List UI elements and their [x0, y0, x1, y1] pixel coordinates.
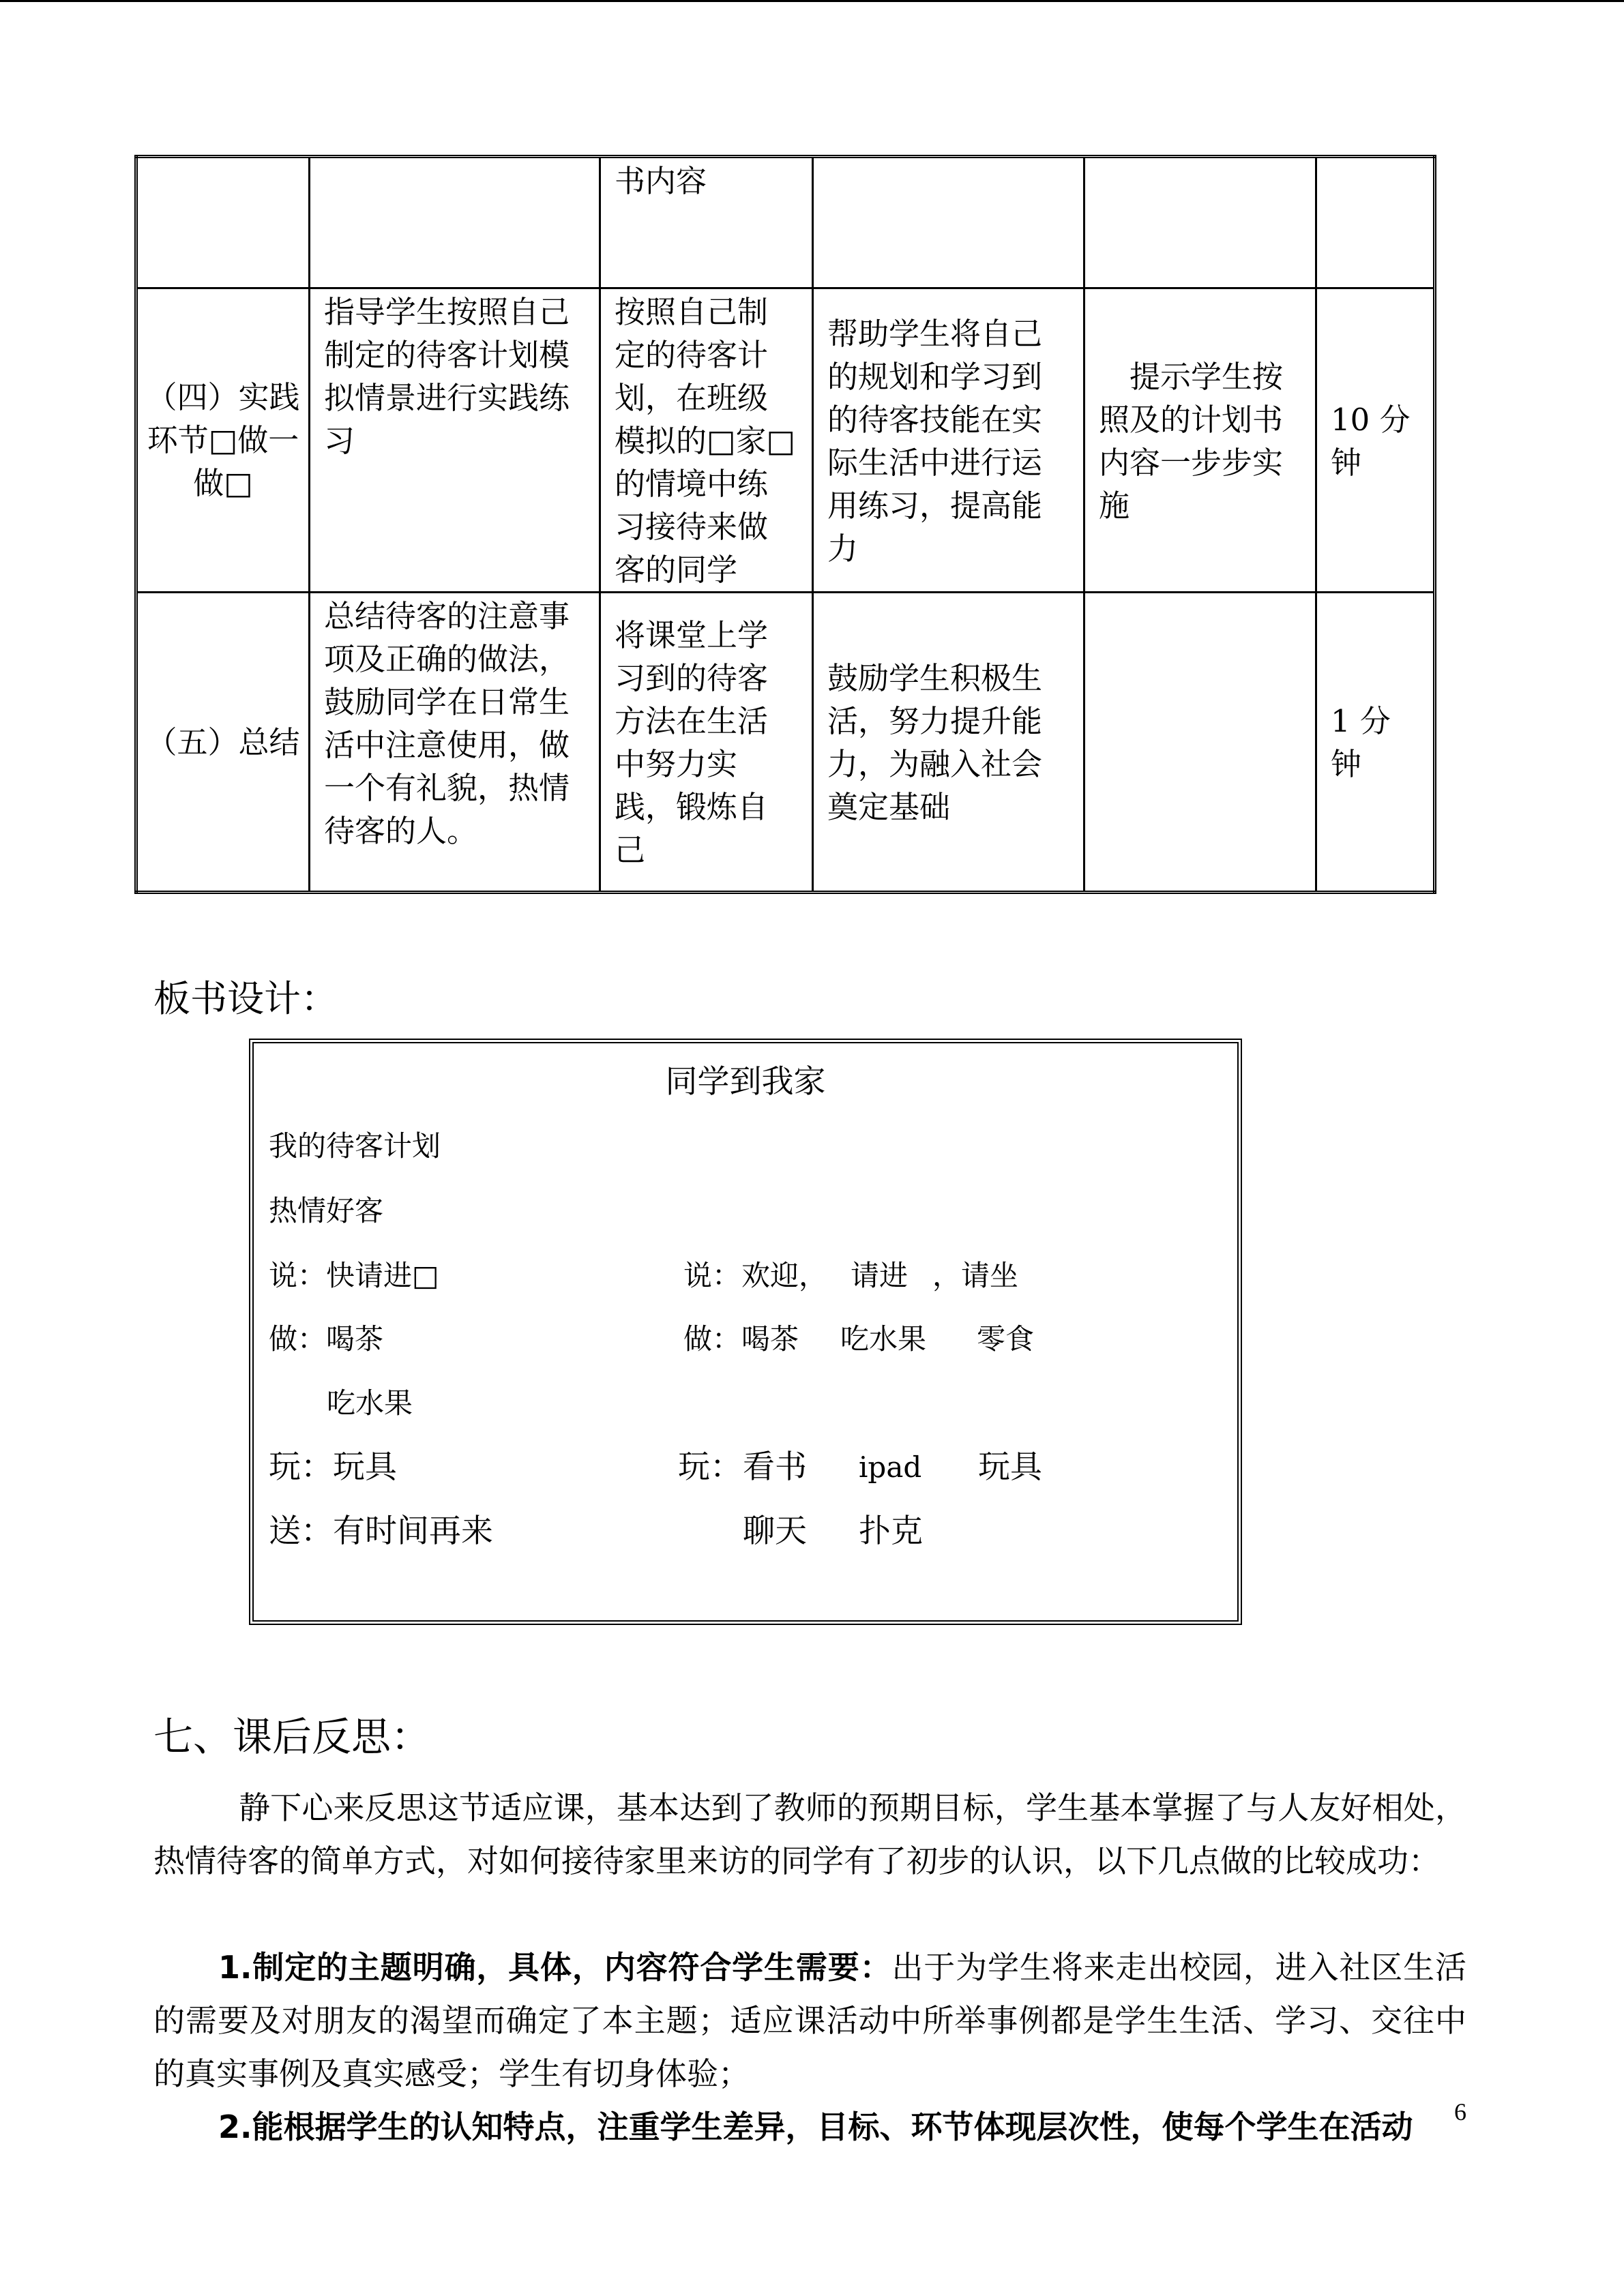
board-line-plan: 我的待客计划	[269, 1129, 441, 1163]
stage-cell: （五）总结	[136, 593, 310, 893]
do-item: 吃水果	[840, 1322, 927, 1356]
play-label: 玩：	[269, 1448, 333, 1486]
play-item: 看书	[743, 1448, 807, 1486]
lesson-table	[134, 155, 1436, 894]
do-value: 喝茶	[326, 1322, 384, 1356]
point-2-title: 2.能根据学生的认知特点，注重学生差异，目标、环节体现层次性，使每个学生在活动	[218, 2108, 1413, 2145]
send-value: 有时间再来	[333, 1512, 493, 1550]
chat-item: 扑克	[859, 1512, 923, 1550]
note-cell: 提示学生按照及的计划书内容一步步实施	[1084, 288, 1316, 593]
say-value: 快请进□	[326, 1259, 439, 1292]
time-cell	[1316, 157, 1435, 288]
purpose-cell: 鼓励学生积极生活，努力提升能力，为融入社会奠定基础	[813, 593, 1084, 893]
student-activity-cell: 按照自己制定的待客计划，在班级模拟的□家□的情境中练习接待来做客的同学	[600, 288, 813, 593]
teacher-activity-cell: 指导学生按照自己制定的待客计划模拟情景进行实践练习	[310, 288, 600, 593]
do-item: 零食	[977, 1322, 1035, 1356]
board-send	[269, 1512, 493, 1551]
stage-cell	[136, 157, 310, 288]
play-label: 玩：	[678, 1448, 742, 1486]
point-1-title: 1.制定的主题明确，具体，内容符合学生需要：	[218, 1949, 892, 1986]
student-activity-cell: 将课堂上学习到的待客方法在生活中努力实践，锻炼自己	[600, 593, 813, 893]
do-item: 喝茶	[741, 1322, 799, 1356]
say-item: 欢迎，	[741, 1259, 828, 1292]
page-number: 6	[1454, 2098, 1466, 2126]
page-top-border	[0, 0, 1624, 2]
reflection-point-1	[153, 1941, 1466, 2100]
say-label: 说：	[683, 1259, 741, 1292]
do-label: 做：	[683, 1322, 741, 1356]
board-play-left	[269, 1448, 397, 1487]
send-label: 送：	[269, 1512, 333, 1550]
purpose-cell	[813, 157, 1084, 288]
reflection-heading: 七、课后反思：	[153, 1714, 431, 1760]
student-activity-cell: 书内容	[600, 157, 813, 288]
play-item: ipad	[859, 1450, 922, 1484]
chat-item: 聊天	[743, 1512, 807, 1550]
time-cell: 10 分钟	[1316, 288, 1435, 593]
reflection-point-2	[218, 2100, 1466, 2153]
stage-cell: （四）实践环节□做一做□	[136, 288, 310, 593]
table-row	[136, 593, 1435, 893]
do-label: 做：	[269, 1322, 327, 1356]
play-value: 玩具	[333, 1448, 397, 1486]
note-cell	[1084, 157, 1316, 288]
board-line-warm: 热情好客	[269, 1194, 384, 1227]
time-cell: 1 分钟	[1316, 593, 1435, 893]
point-1-text: 出于为学生将来走出校园，进入社区生活的需要及对朋友的渴望而确定了本主题；适应课活动中所举事例都是学生生活、学习、交往中的真实事例及真实感受；学生有切身体验；	[153, 1949, 1466, 2092]
board-design-heading: 板书设计：	[153, 977, 338, 1020]
say-label: 说：	[269, 1259, 327, 1292]
board-do-left	[269, 1320, 383, 1358]
purpose-cell: 帮助学生将自己的规划和学习到的待客技能在实际生活中进行运用练习，提高能力	[813, 288, 1084, 593]
reflection-intro: 静下心来反思这节适应课，基本达到了教师的预期目标，学生基本掌握了与人友好相处，热情待客的简单方式，对如何接待家里来访的同学有了初步的认识，以下几点做的比较成功：	[153, 1789, 1466, 1879]
board-design-box	[249, 1039, 1242, 1625]
board-say-left	[269, 1257, 439, 1295]
say-item: 请进	[851, 1259, 909, 1292]
table-row	[136, 157, 1435, 288]
board-title: 同学到我家	[665, 1063, 826, 1101]
teacher-activity-cell	[310, 157, 600, 288]
note-cell	[1084, 593, 1316, 893]
board-do-left-extra: 吃水果	[327, 1386, 413, 1420]
say-item: ，请坐	[932, 1259, 1019, 1292]
teacher-activity-cell: 总结待客的注意事项及正确的做法，鼓励同学在日常生活中注意使用，做一个有礼貌，热情待客的人。	[310, 593, 600, 893]
play-item: 玩具	[978, 1448, 1042, 1486]
table-row	[136, 288, 1435, 593]
